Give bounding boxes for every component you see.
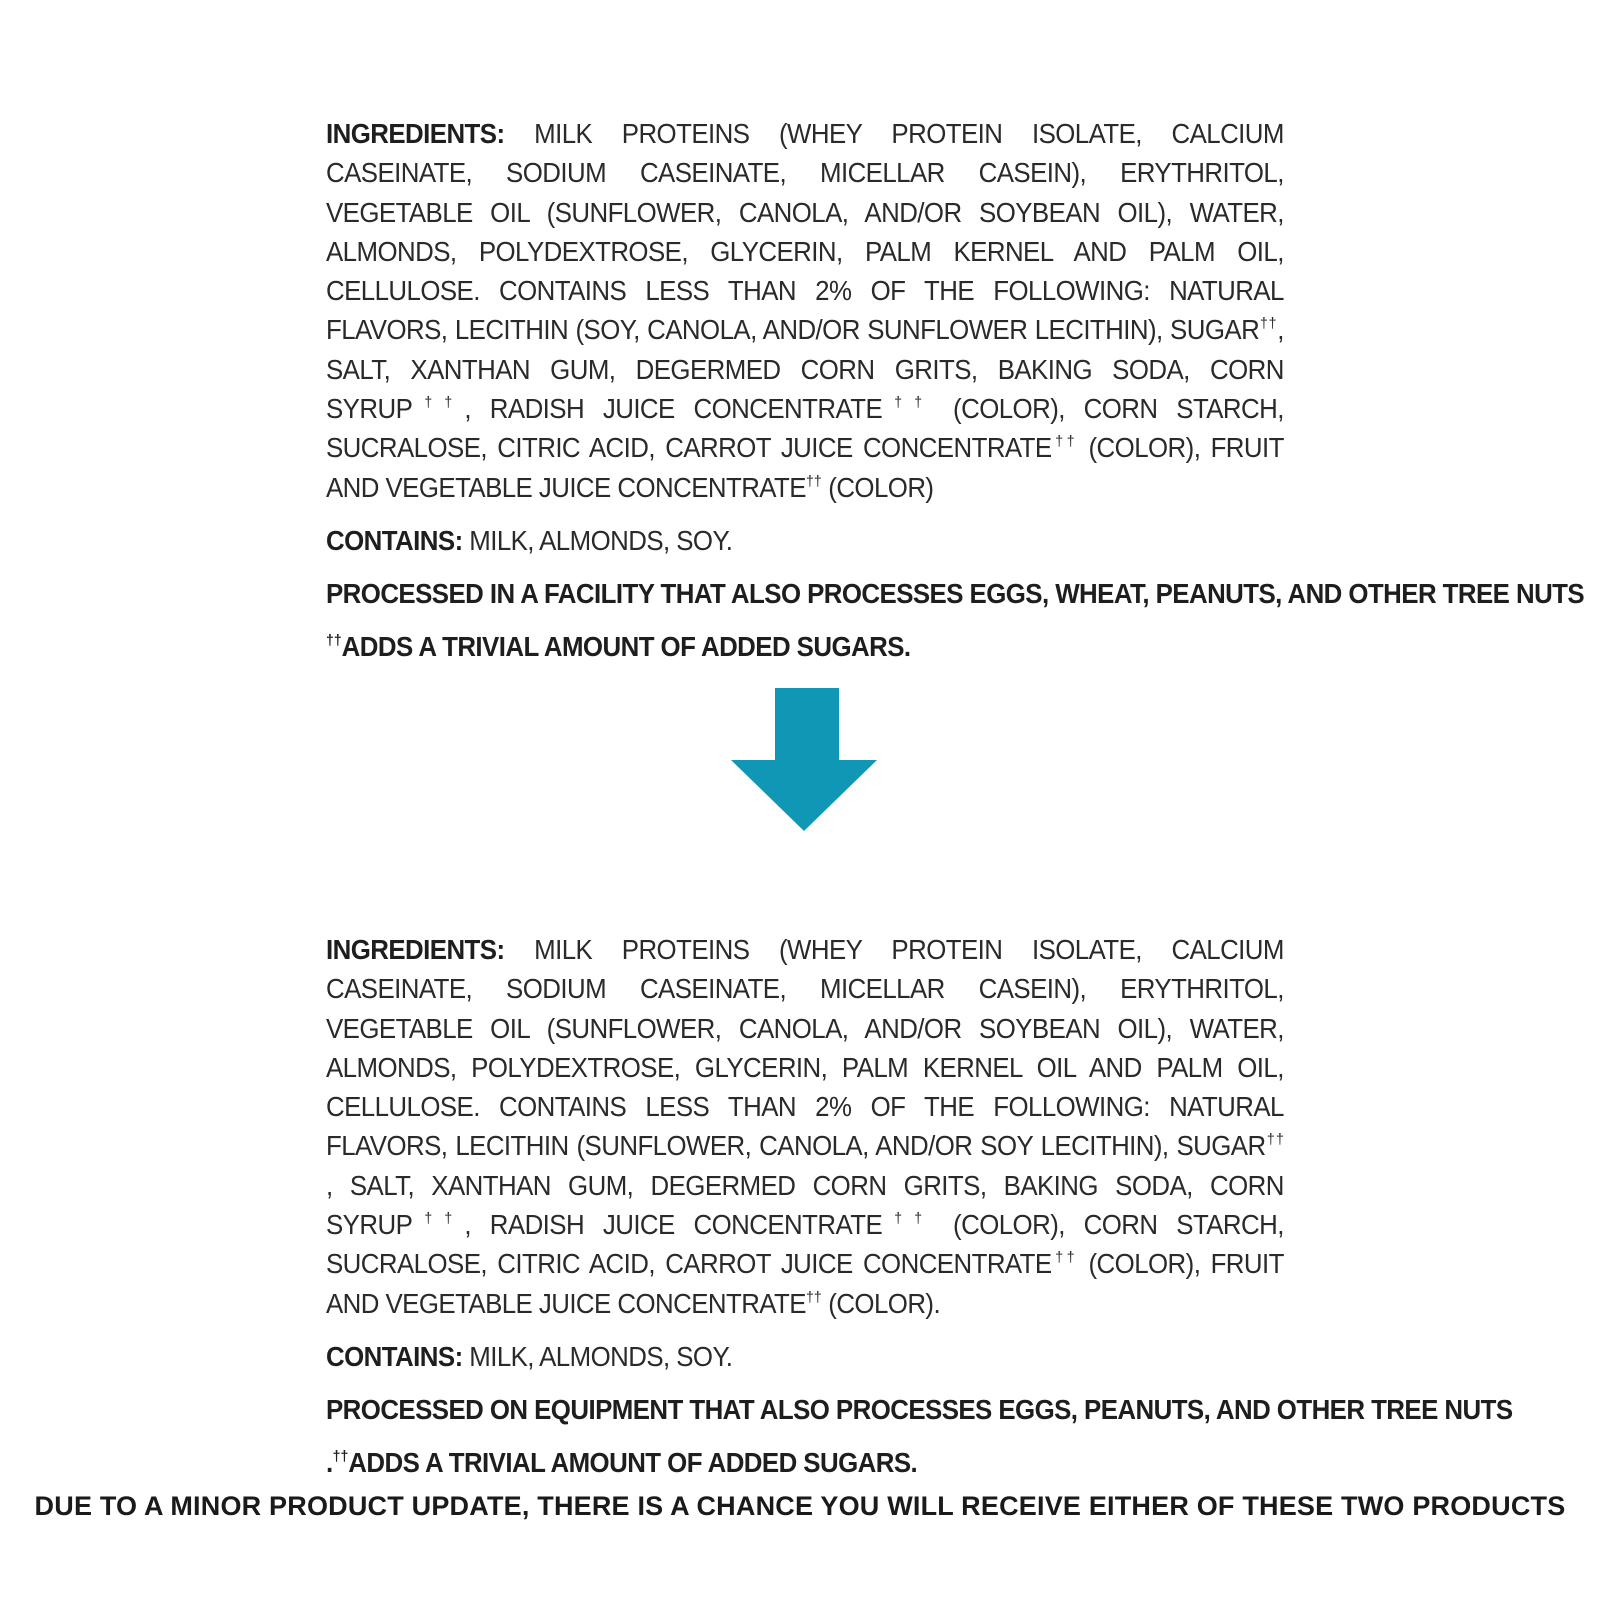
ingredients-label: INGREDIENTS:: [326, 934, 505, 965]
footnote-line: [326, 627, 1227, 666]
contains-label: CONTAINS:: [326, 524, 463, 556]
ingredients-text: (COLOR), FRUIT AND VEGETABLE JUICE CONCENTRATE: [326, 1248, 1284, 1319]
contains-text: MILK, ALMONDS, SOY.: [469, 1340, 733, 1372]
ingredients-text: , RADISH JUICE CONCENTRATE: [464, 393, 883, 425]
footnote-mark: ††: [805, 472, 822, 490]
footnote-mark: ††: [412, 393, 465, 411]
footnote-text: ADDS A TRIVIAL AMOUNT OF ADDED SUGARS.: [348, 1446, 918, 1478]
ingredients-text: (COLOR), CORN STARCH, SUCRALOSE, CITRIC ACID, CARROT JUICE CONCENTRATE: [326, 393, 1284, 464]
footnote-mark: ††: [1051, 433, 1079, 451]
footnote-mark: ††: [1051, 1249, 1079, 1267]
contains-label: CONTAINS:: [326, 1340, 463, 1372]
ingredients-text: (COLOR): [821, 471, 934, 503]
ingredients-text: , SALT, XANTHAN GUM, DEGERMED CORN GRITS, BAKING SODA, CORN SYRUP: [326, 314, 1284, 425]
contains-line: [326, 521, 1227, 560]
facility-statement: PROCESSED IN A FACILITY THAT ALSO PROCESSES EGGS, WHEAT, PEANUTS, AND OTHER TREE NUTS: [326, 577, 1585, 609]
old-ingredients-panel: [326, 114, 1585, 666]
ingredients-label: INGREDIENTS:: [326, 118, 505, 149]
product-update-notice: DUE TO A MINOR PRODUCT UPDATE, THERE IS A CHANCE YOU WILL RECEIVE EITHER OF THESE TWO PRODUCTS: [34, 1491, 1566, 1521]
contains-text: MILK, ALMONDS, SOY.: [469, 524, 733, 556]
ingredients-text: , RADISH JUICE CONCENTRATE: [464, 1209, 883, 1241]
footnote-mark: ††: [1265, 1131, 1284, 1149]
footnote-mark: ††: [412, 1209, 465, 1227]
ingredients-text: (COLOR), FRUIT AND VEGETABLE JUICE CONCENTRATE: [326, 432, 1284, 503]
footnote-mark: ††: [332, 1447, 349, 1465]
ingredients-text: , SALT, XANTHAN GUM, DEGERMED CORN GRITS, BAKING SODA, CORN SYRUP: [326, 1169, 1284, 1241]
footnote-mark: ††: [882, 393, 935, 411]
footnote-mark: ††: [805, 1288, 822, 1306]
footnote-mark: ††: [1259, 315, 1278, 333]
ingredients-text: (COLOR), CORN STARCH, SUCRALOSE, CITRIC ACID, CARROT JUICE CONCENTRATE: [326, 1209, 1284, 1280]
ingredients-text: MILK PROTEINS (WHEY PROTEIN ISOLATE, CALCIUM CASEINATE, SODIUM CASEINATE, MICELLAR CASEIN), ERYTHRITOL, VEGETABLE OIL (SUNFLOWER, CANOLA, AND/OR SOYBEAN OIL), WATER, ALMONDS, POLYDEXTROSE, GLYCERIN, PALM KERNEL AND PALM OIL, CELLULOSE. CONTAINS LESS THAN 2% OF THE FOLLOWING: NATURAL FLAVORS, LECITHIN (SOY, CANOLA, AND/OR SUNFLOWER LECITHIN), SUGAR: [326, 118, 1284, 346]
down-arrow-icon: [731, 688, 877, 831]
down-arrow-shape: [731, 688, 877, 831]
contains-line: [326, 1337, 1227, 1376]
footnote-prefix: .: [326, 1446, 333, 1478]
new-ingredients-panel: [326, 930, 1513, 1482]
ingredients-text: MILK PROTEINS (WHEY PROTEIN ISOLATE, CALCIUM CASEINATE, SODIUM CASEINATE, MICELLAR CASEIN), ERYTHRITOL, VEGETABLE OIL (SUNFLOWER, CANOLA, AND/OR SOYBEAN OIL), WATER, ALMONDS, POLYDEXTROSE, GLYCERIN, PALM KERNEL OIL AND PALM OIL, CELLULOSE. CONTAINS LESS THAN 2% OF THE FOLLOWING: NATURAL FLAVORS, LECITHIN (SUNFLOWER, CANOLA, AND/OR SOY LECITHIN), SUGAR: [326, 934, 1284, 1162]
ingredients-paragraph: [326, 114, 1284, 507]
footnote-text: ADDS A TRIVIAL AMOUNT OF ADDED SUGARS.: [341, 630, 911, 662]
facility-statement: PROCESSED ON EQUIPMENT THAT ALSO PROCESSES EGGS, PEANUTS, AND OTHER TREE NUTS: [326, 1393, 1513, 1425]
footnote-line: [326, 1443, 1227, 1482]
footnote-mark: ††: [882, 1209, 935, 1227]
ingredients-text: (COLOR).: [821, 1287, 941, 1319]
ingredients-paragraph: [326, 930, 1284, 1323]
footnote-mark: ††: [326, 631, 342, 649]
